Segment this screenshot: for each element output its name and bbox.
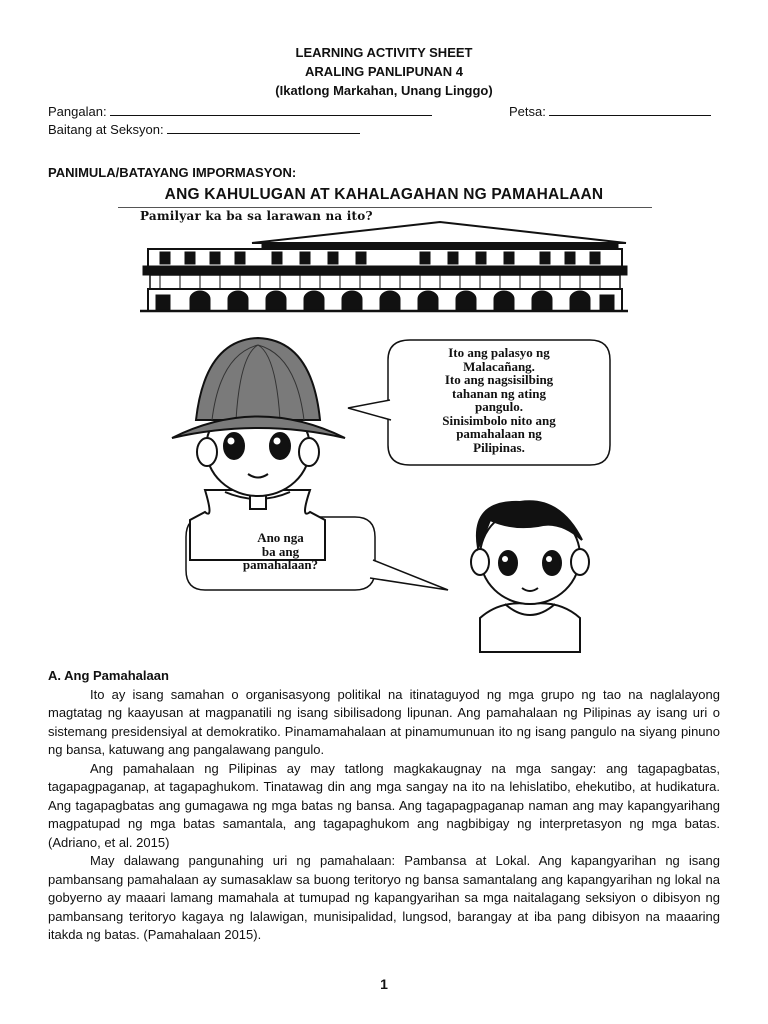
grade-section-label: Baitang at Seksyon: — [48, 122, 164, 137]
paragraph: Ito ay isang samahan o organisasyong politikal na itinataguyod ng mga grupo ng tao na naglalayong magtatag ng kaayusan at magpanatili ng isang sibilisadong lipunan. Ang pamahalaan ng Pilipinas ay isang uri o sistemang presidensiyal at demokratiko. Pinamamahalaan at pinamumunuan ito ng isang pangulo na siyang pinuno ng bansa, katuwang ang pangalawang pangulo. — [48, 686, 720, 757]
boy-with-hat — [172, 338, 345, 560]
caption-line: tahanan ng ating — [452, 385, 546, 401]
section-heading: A. Ang Pamahalaan — [48, 668, 169, 683]
palace-drawing — [140, 222, 628, 311]
paragraph: Ang pamahalaan ng Pilipinas ay may tatlong magkakaugnay na mga sangay: ang tagapagbatas, tagapagpaganap, at tagapaghukom. Tinatawag din ang mga sangay na ito na lehislatibo, ehekutibo, at hudikatura. Ang tagapagbatas ang gumagawa ng mga batas ng bansa. Ang tagapagpaganap naman ang may kapangyarihang magpatupad ng mga batas samantala, ang tagapaghukom ang nagbibigay ng interpretasyon ng mga batas. (Adriano, et al. 2015) — [48, 760, 720, 850]
subject-title: ARALING PANLIPUNAN 4 — [305, 64, 463, 79]
question-line: pamahalaan? — [242, 557, 319, 572]
intro-label: PANIMULA/BATAYANG IMPORMASYON: — [48, 165, 297, 180]
caption-line: Sinisimbolo nito ang — [442, 412, 556, 428]
caption-line: Ito ang nagsisilbing — [444, 372, 554, 387]
palace-caption — [390, 346, 608, 454]
caption-line: Malacañang. — [463, 358, 535, 374]
section-a — [48, 667, 720, 945]
question-line: Ano nga — [257, 530, 304, 545]
caption-line: Pilipinas. — [473, 439, 525, 455]
name-label: Pangalan: — [48, 104, 107, 119]
paragraph: May dalawang pangunahing uri ng pamahalaan: Pambansa at Lokal. Ang kapangyarihan ng isang pambansang pamahalaan ay sumasaklaw sa buong teritoryo ng bansa samantalang ang kapangyarihan ng lokal na gobyerno ay maaari lamang mamahala at tumupad ng kapangyarihan sa mga naitalagang seksiyon o dibisyon ng pambansang teritoryo kagaya ng lalawigan, munisipalidad, lungsod, barangay at iba pang dibisyon na maaaring itakda ng batas. (Pamahalaan 2015). — [48, 853, 720, 942]
date-label: Petsa: — [509, 104, 546, 119]
illustration-question: Pamilyar ka ba sa larawan na ito? — [140, 209, 373, 223]
sheet-title: LEARNING ACTIVITY SHEET — [295, 45, 473, 60]
question-bubble-text — [188, 531, 373, 572]
caption-line: Ito ang palasyo ng — [448, 345, 550, 360]
caption-line: pamahalaan ng — [456, 426, 542, 441]
question-line: ba ang — [261, 543, 300, 559]
page-number: 1 — [380, 976, 388, 992]
main-title: ANG KAHULUGAN AT KAHALAGAHAN NG PAMAHALAAN — [164, 186, 604, 203]
boy-right — [471, 501, 589, 652]
caption-line: pangulo. — [474, 399, 524, 414]
quarter-subtitle: (Ikatlong Markahan, Unang Linggo) — [275, 83, 493, 98]
